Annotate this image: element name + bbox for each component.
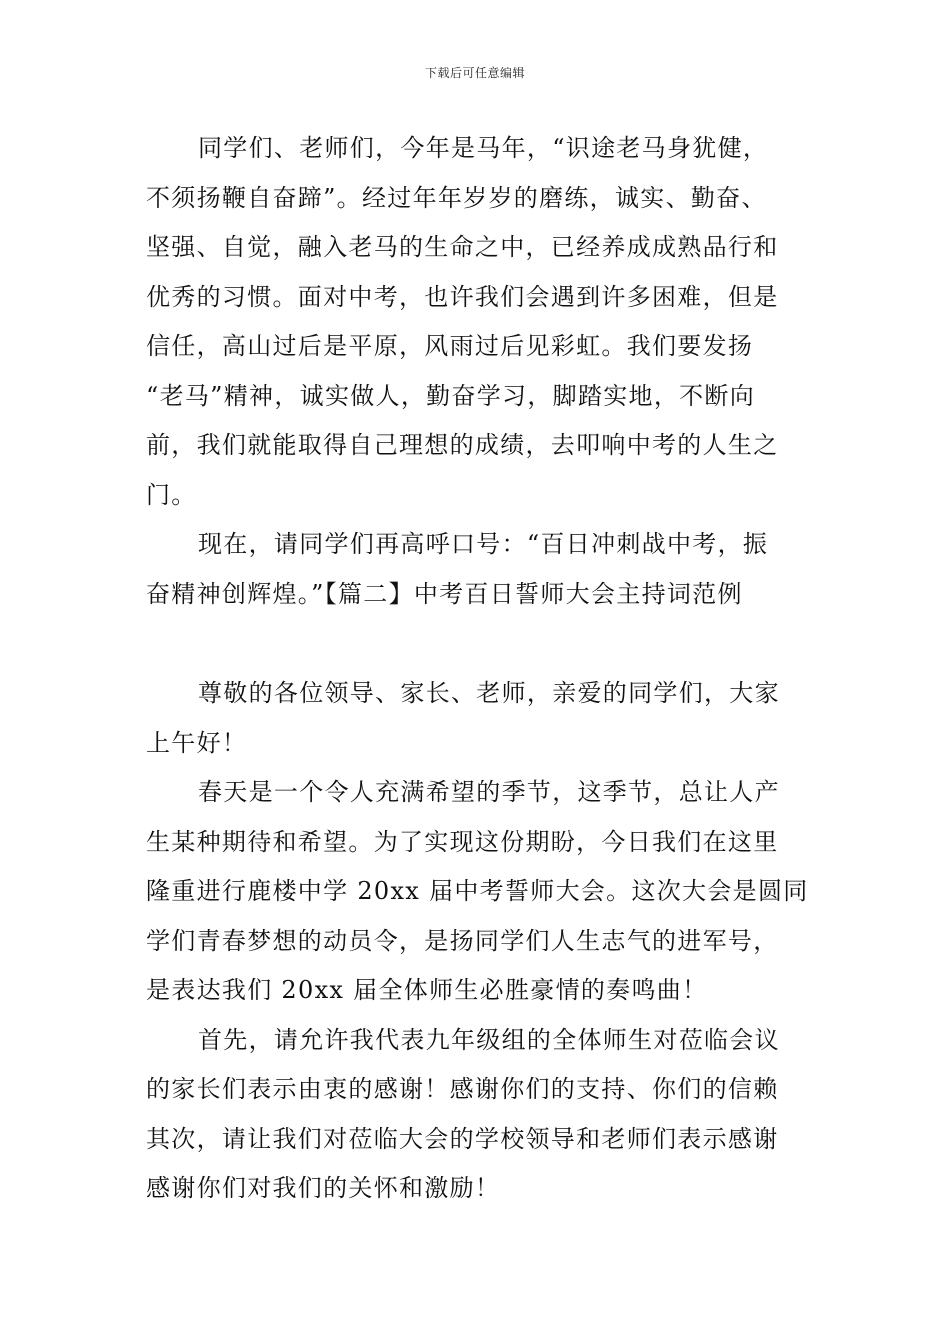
text-line: 学们青春梦想的动员令，是扬同学们人生志气的进军号， [146,926,779,955]
text-line: 优秀的习惯。面对中考，也许我们会遇到许多困难，但是 [146,282,779,311]
text-line: 是表达我们 20xx 届全体师生必胜豪情的奏鸣曲！ [146,976,708,1004]
text-line: 门。 [146,480,197,509]
text-line: 前，我们就能取得自己理想的成绩，去叩响中考的人生之 [146,431,779,459]
text-line: “老马”精神，诚实做人，勤奋学习，脚踏实地，不断向 [146,381,756,410]
text-line: 同学们、老师们，今年是马年，“识途老马身犹健， [198,134,769,162]
text-line: 信任，高山过后是平原，风雨过后见彩虹。我们要发扬 [146,332,754,360]
paragraph-4 [146,768,809,1016]
paragraph-5 [146,1016,806,1214]
text-line: 感谢你们对我们的关怀和激励！ [146,1174,501,1202]
text-line: 的家长们表示由衷的感谢！感谢你们的支持、你们的信赖 [146,1075,779,1103]
text-line: 不须扬鞭自奋蹄”。经过年年岁岁的磨练，诚实、勤奋、 [146,183,767,212]
text-line: 隆重进行鹿楼中学 20xx 届中考誓师大会。这次大会是圆同 [146,877,809,905]
text-line: 春天是一个令人充满希望的季节，这季节，总让人产 [198,778,780,806]
text-line: 坚强、自觉，融入老马的生命之中，已经养成成熟品行和 [146,233,779,261]
text-line: 尊敬的各位领导、家长、老师，亲爱的同学们，大家 [198,679,780,707]
text-line: 生某种期待和希望。为了实现这份期盼，今日我们在这里 [146,827,779,856]
text-line: 奋精神创辉煌。”【篇二】中考百日誓师大会主持词范例 [146,579,743,608]
text-line: 现在，请同学们再高呼口号：“百日冲刺战中考，振 [198,530,769,558]
document-body [146,124,809,1214]
blank-line [146,619,806,669]
text-line: 上午好！ [146,728,248,757]
paragraph-3 [146,669,806,768]
text-line: 其次，请让我们对莅临大会的学校领导和老师们表示感谢 [146,1124,779,1153]
page-header: 下载后可任意编辑 [424,66,525,80]
paragraph-1 [146,124,806,520]
text-line: 首先，请允许我代表九年级组的全体师生对莅临会议 [198,1025,780,1054]
paragraph-2 [146,520,806,619]
